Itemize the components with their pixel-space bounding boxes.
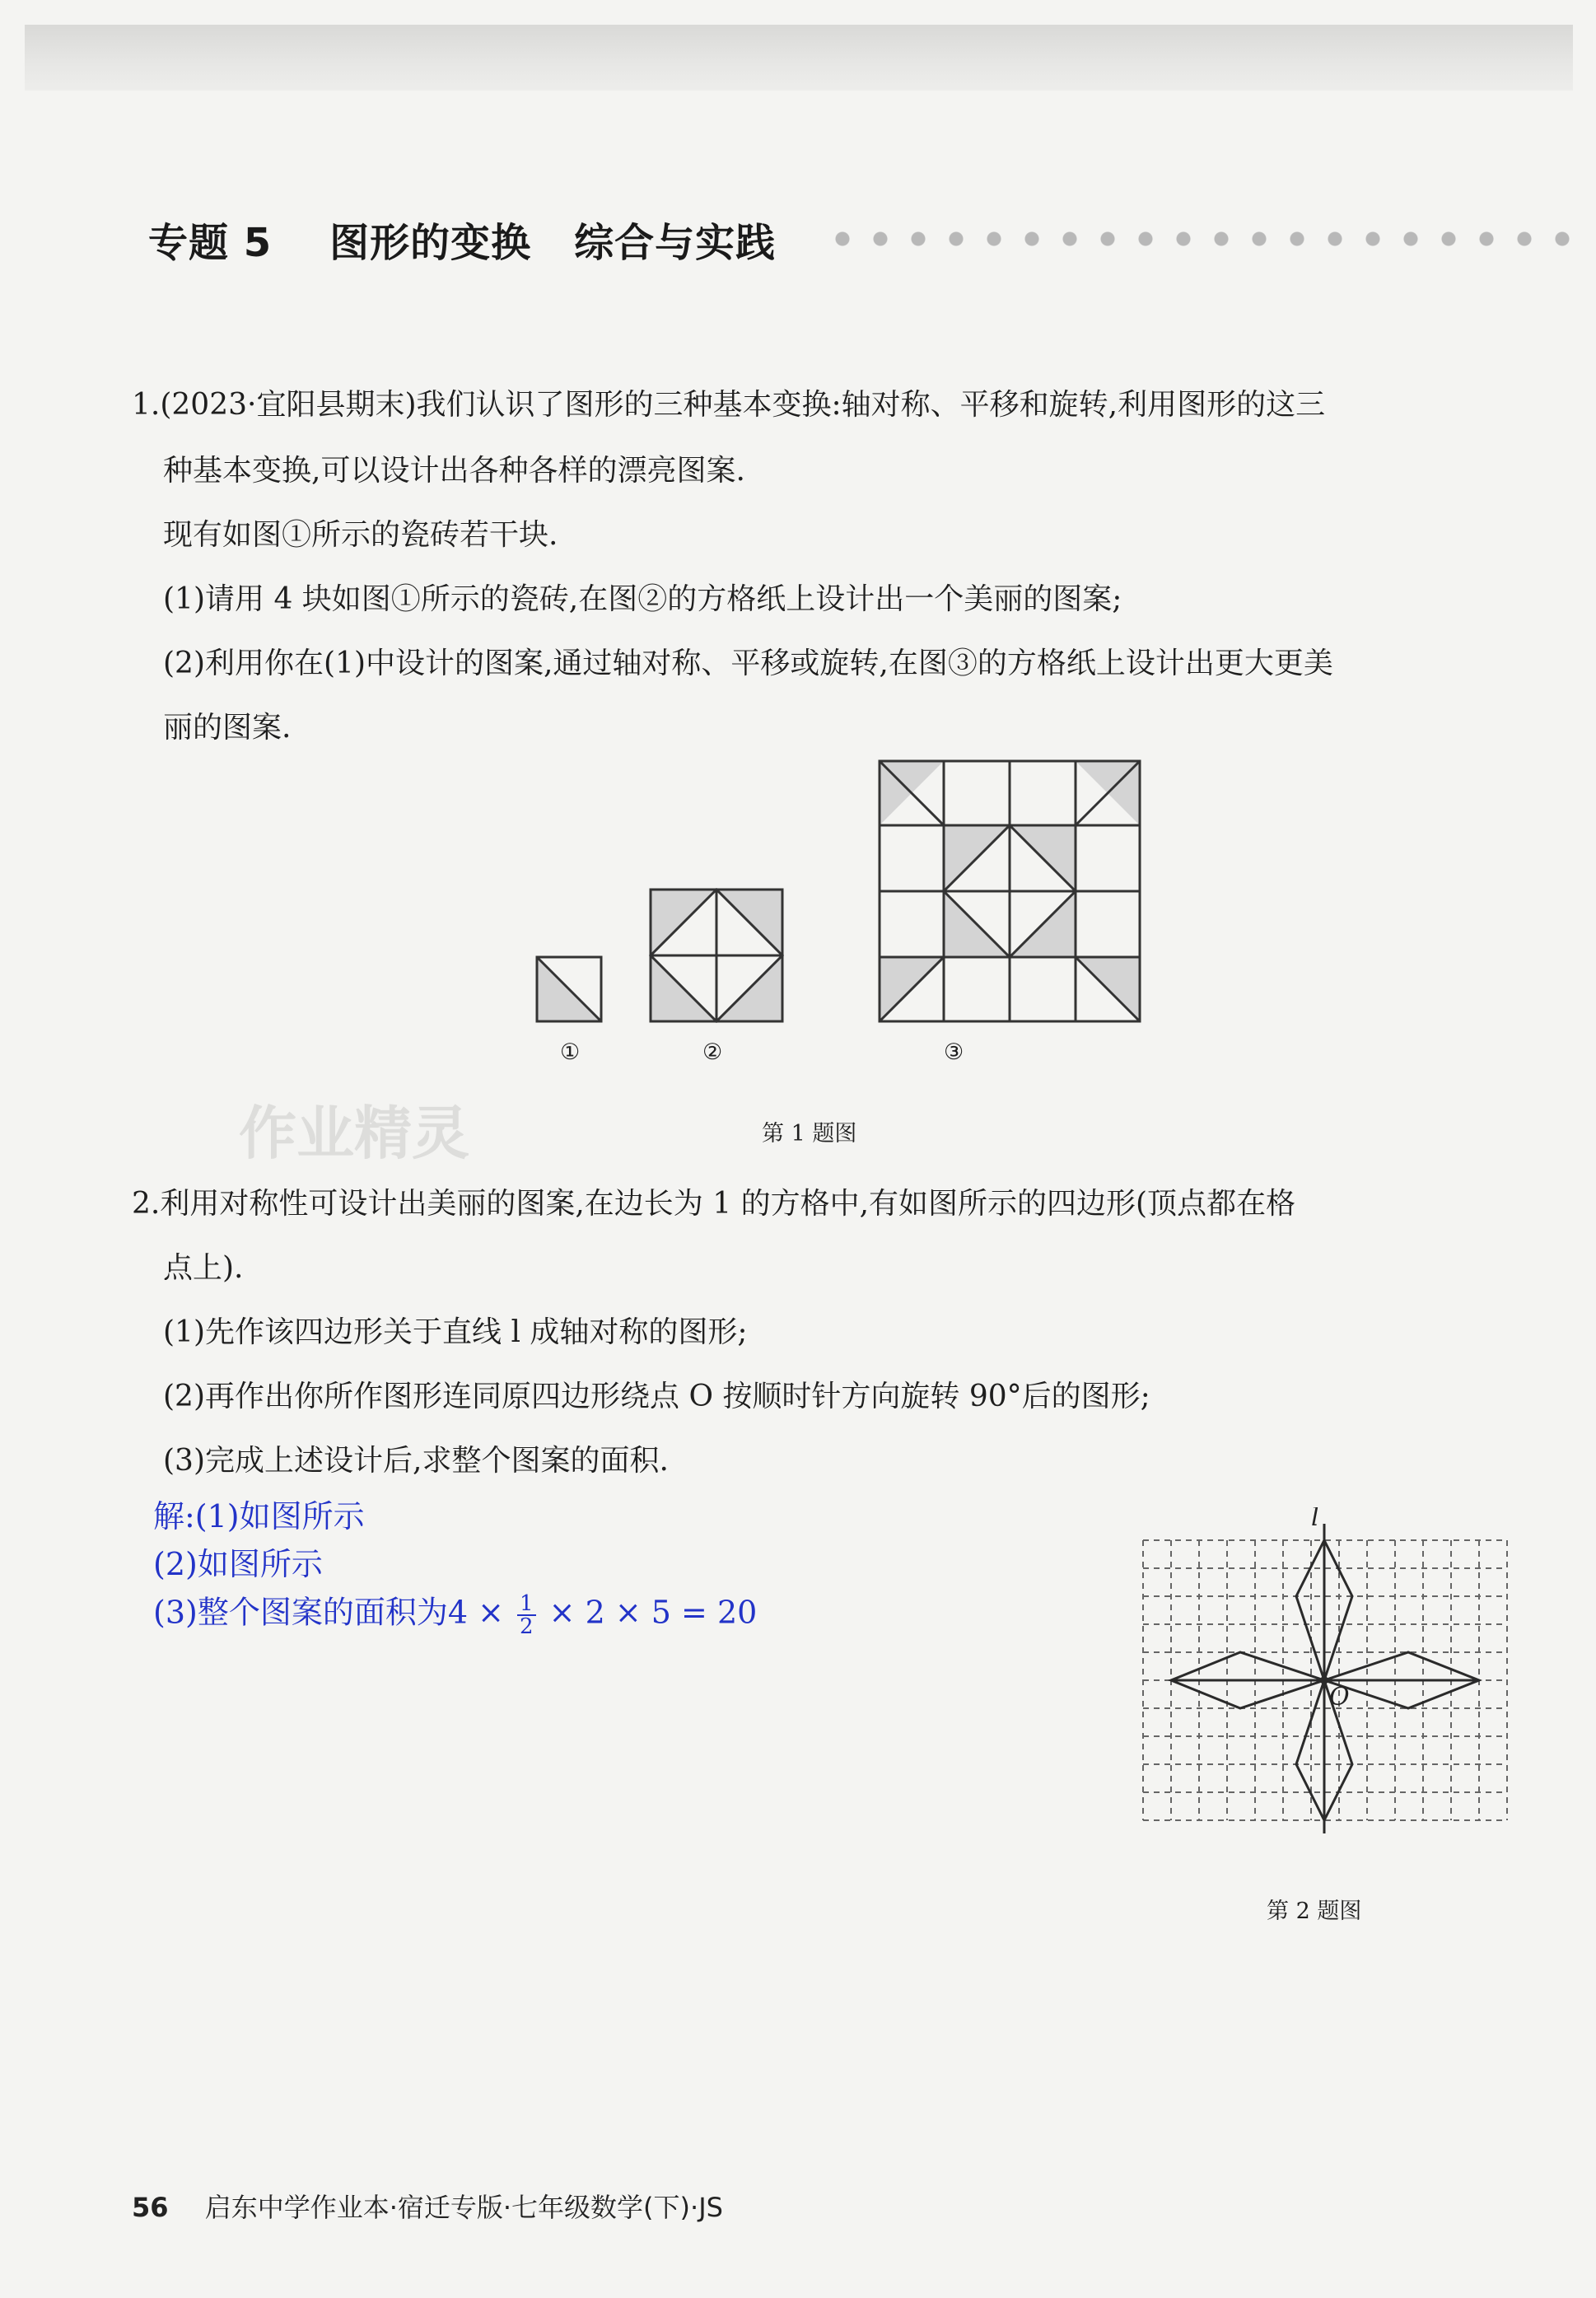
p2-line5: (3)完成上述设计后,求整个图案的面积. [163,1444,669,1478]
fig1-caption: 第 1 题图 [762,1121,857,1147]
page-number: 56 [132,2192,169,2223]
fig3-grid [878,759,1141,1023]
fraction-numerator: 1 [517,1593,536,1616]
p2-line1: 2.利用对称性可设计出美丽的图案,在边长为 1 的方格中,有如图所示的四边形(顶点都在格 [132,1187,1296,1221]
p2-line2: 点上). [163,1251,244,1285]
answer-line2: (2)如图所示 [153,1546,323,1582]
fig3-label: ③ [944,1039,964,1065]
fig1-label: ① [560,1039,581,1065]
book-title: 启东中学作业本·宿迁专版·七年级数学(下)·JS [204,2192,723,2223]
answer-line3-suffix: × 2 × 5 = 20 [548,1594,758,1631]
answer-line3-prefix: (3)整个图案的面积为4 × [153,1594,504,1631]
title-dot-divider [824,231,1573,247]
page-top-band [25,25,1573,91]
title-part2: 综合与实践 [574,219,777,266]
title-part1: 图形的变换 [329,219,532,266]
p1-line5: (2)利用你在(1)中设计的图案,通过轴对称、平移或旋转,在图③的方格纸上设计出更大更美 [163,647,1333,680]
fig1-tile [535,955,603,1023]
topic-label: 专题 5 [148,219,273,266]
answer-fraction [517,1593,536,1637]
fig2-grid [649,888,784,1023]
fig-problem2-grid [1136,1507,1515,1845]
p1-line3: 现有如图①所示的瓷砖若干块. [163,518,558,552]
page-footer [132,2187,723,2225]
fraction-denominator: 2 [520,1614,534,1639]
answer-line1: 解:(1)如图所示 [153,1498,365,1534]
point-o-label: O [1329,1683,1350,1712]
section-title [148,210,776,268]
p1-line2: 种基本变换,可以设计出各种各样的漂亮图案. [163,454,745,488]
fig2-label: ② [702,1039,723,1065]
p1-line6: 丽的图案. [163,711,292,745]
line-l-label: l [1311,1507,1319,1532]
p2-line3: (1)先作该四边形关于直线 l 成轴对称的图形; [163,1315,748,1349]
fig2-caption: 第 2 题图 [1267,1899,1362,1924]
p2-line4: (2)再作出你所作图形连同原四边形绕点 O 按顺时针方向旋转 90°后的图形; [163,1380,1150,1413]
p1-line4: (1)请用 4 块如图①所示的瓷砖,在图②的方格纸上设计出一个美丽的图案; [163,582,1122,616]
answer-line3 [153,1593,757,1637]
p1-line1: 1.(2023·宜阳县期末)我们认识了图形的三种基本变换:轴对称、平移和旋转,利用图形的这三 [132,388,1326,422]
watermark: 作业精灵 [239,1100,469,1167]
